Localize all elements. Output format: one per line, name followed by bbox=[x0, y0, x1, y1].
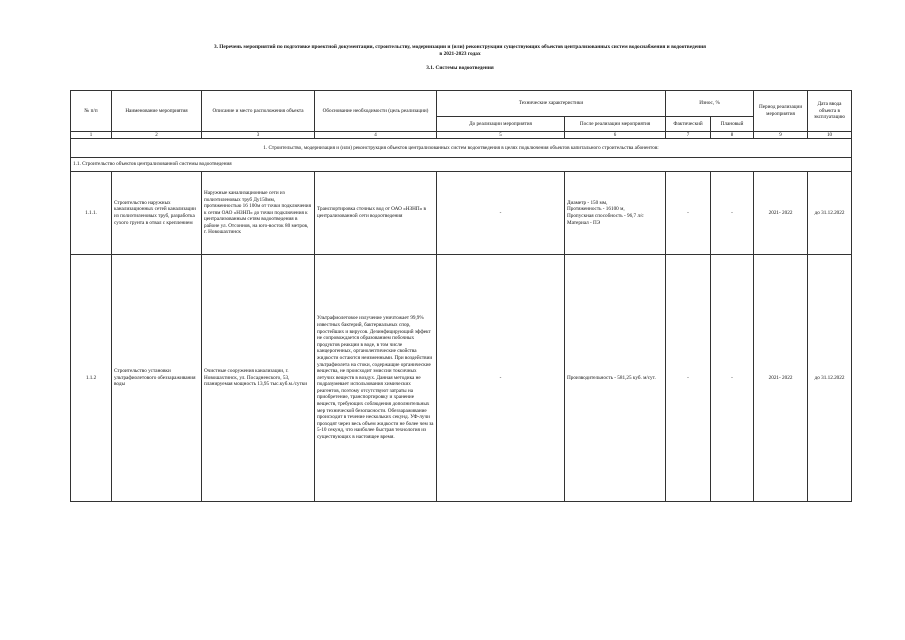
row-tech-after bbox=[565, 172, 666, 255]
header-period: Период реализации мероприятия bbox=[754, 91, 808, 132]
header-justification: Обоснование необходимости (цель реализации) bbox=[315, 91, 437, 132]
column-number: 7 bbox=[666, 132, 711, 139]
group-heading: 1. Строительство, модернизация и (или) реконструкция объектов централизованных систем водоотведения в целях подключения объектов капитального строительства абонентов: bbox=[71, 139, 852, 158]
row-date: до 31.12.2022 bbox=[808, 255, 852, 502]
row-num: 1.1.2 bbox=[71, 255, 112, 502]
column-number: 9 bbox=[754, 132, 808, 139]
document-title-line1: 3. Перечень мероприятий по подготовке проектной документации, строительству, модернизации и (или) реконструкции существующих объектов централизованных систем водоснабжения и водоотведения bbox=[213, 44, 707, 50]
row-wear-actual: - bbox=[666, 255, 711, 502]
row-justification: Ультрафиолетовое излучение уничтожает 99,9% известных бактерий, бактериальных спор, простейших и вирусов. Дезинфицирующий эффект не сопровождается образованием побочных продуктов реакции в воде, в том числе канцерогенных, органолептические свойства жидкости остаются неизменными. При воздействии ультрафиолета на стоки, содержащие органические вещества, не происходит эмиссии токсичных летучих веществ в воздух. Данная методика не подразумевает использования химических реагентов, поэтому отсутствуют затраты на приобретение, транспортировку и хранение веществ, требующих соблюдения дополнительных мер технической безопасности. Обеззараживание происходит в течение нескольких секунд. УФ-лучи проходят через весь объем жидкости не более чем за 5-10 секунд, что наиболее быстрая технология из существующих в настоящее время. bbox=[315, 255, 437, 502]
row-description: Наружные канализационные сети из полиэтиленовых труб Ду150мм, протяженностью 16 100м от точки подключения к сетям ОАО «НЗНП» до точки подключения к централизованным сетям водоотведения в районе ул. Отсоннов, на юго-восток 80 метров, г. Новошахтинск bbox=[202, 172, 315, 255]
row-justification: Транспортировка сточных вод от ОАО «НЗНП» в централизованной сети водоотведения bbox=[315, 172, 437, 255]
header-num: № п/п bbox=[71, 91, 112, 132]
row-wear-actual: - bbox=[666, 172, 711, 255]
header-tech-after: После реализации мероприятия bbox=[565, 117, 666, 132]
row-wear-norm: - bbox=[711, 172, 754, 255]
row-period: 2021- 2022 bbox=[754, 255, 808, 502]
tech-after-line: Диаметр - 150 мм, bbox=[567, 199, 608, 206]
header-name: Наименование мероприятия bbox=[112, 91, 202, 132]
header-wear-norm: Плановый bbox=[711, 117, 754, 132]
group-heading-row bbox=[71, 139, 852, 158]
document-title bbox=[60, 44, 860, 58]
column-number: 8 bbox=[711, 132, 754, 139]
column-number: 1 bbox=[71, 132, 112, 139]
header-row bbox=[71, 91, 852, 117]
row-period: 2021- 2022 bbox=[754, 172, 808, 255]
column-number: 3 bbox=[202, 132, 315, 139]
row-description: Очистные сооружения канализации, г. Новошахтинск, ул. Посадненского, 53, планируемая мощность 13,95 тыс.куб.м./сутки bbox=[202, 255, 315, 502]
section-title: 3.1. Системы водоотведения bbox=[426, 65, 494, 71]
row-tech-before: - bbox=[437, 255, 565, 502]
column-number: 4 bbox=[315, 132, 437, 139]
subgroup-heading-row bbox=[71, 158, 852, 172]
row-num: 1.1.1. bbox=[71, 172, 112, 255]
header-description: Описание и место расположения объекта bbox=[202, 91, 315, 132]
header-wear: Износ, % bbox=[666, 91, 754, 117]
tech-after-line: Протяженность - 16100 м, bbox=[567, 206, 625, 213]
column-number: 2 bbox=[112, 132, 202, 139]
header-tech-before: До реализации мероприятия bbox=[437, 117, 565, 132]
column-number: 10 bbox=[808, 132, 852, 139]
measures-table bbox=[70, 90, 852, 502]
tech-after-line: Производительность - 581,25 куб. м/сут. bbox=[567, 374, 656, 381]
row-tech-after bbox=[565, 255, 666, 502]
row-name: Строительство наружных канализационных сетей канализации из полиэтиленовых труб, разработка сухого грунта в отвал с креплением bbox=[112, 172, 202, 255]
table-row bbox=[71, 172, 852, 255]
tech-after-line: Пропускная способность - 96,7 л/с bbox=[567, 213, 644, 219]
header-tech: Технические характеристики bbox=[437, 91, 666, 117]
column-number-row bbox=[71, 132, 852, 139]
tech-after-line: Материал - ПЭ bbox=[567, 219, 601, 226]
row-name: Строительство установки ультрафиолетового обеззараживания воды bbox=[112, 255, 202, 502]
document-title-line2: в 2021-2023 годах bbox=[439, 51, 481, 57]
header-date: Дата ввода объекта в эксплуатацию bbox=[808, 91, 852, 132]
row-date: до 31.12.2022 bbox=[808, 172, 852, 255]
header-wear-actual: Фактический bbox=[666, 117, 711, 132]
row-tech-before: - bbox=[437, 172, 565, 255]
subgroup-heading: 1.1. Строительство объектов централизованной системы водоотведения bbox=[71, 158, 852, 172]
table-row bbox=[71, 255, 852, 502]
column-number: 5 bbox=[437, 132, 565, 139]
column-number: 6 bbox=[565, 132, 666, 139]
row-wear-norm: - bbox=[711, 255, 754, 502]
